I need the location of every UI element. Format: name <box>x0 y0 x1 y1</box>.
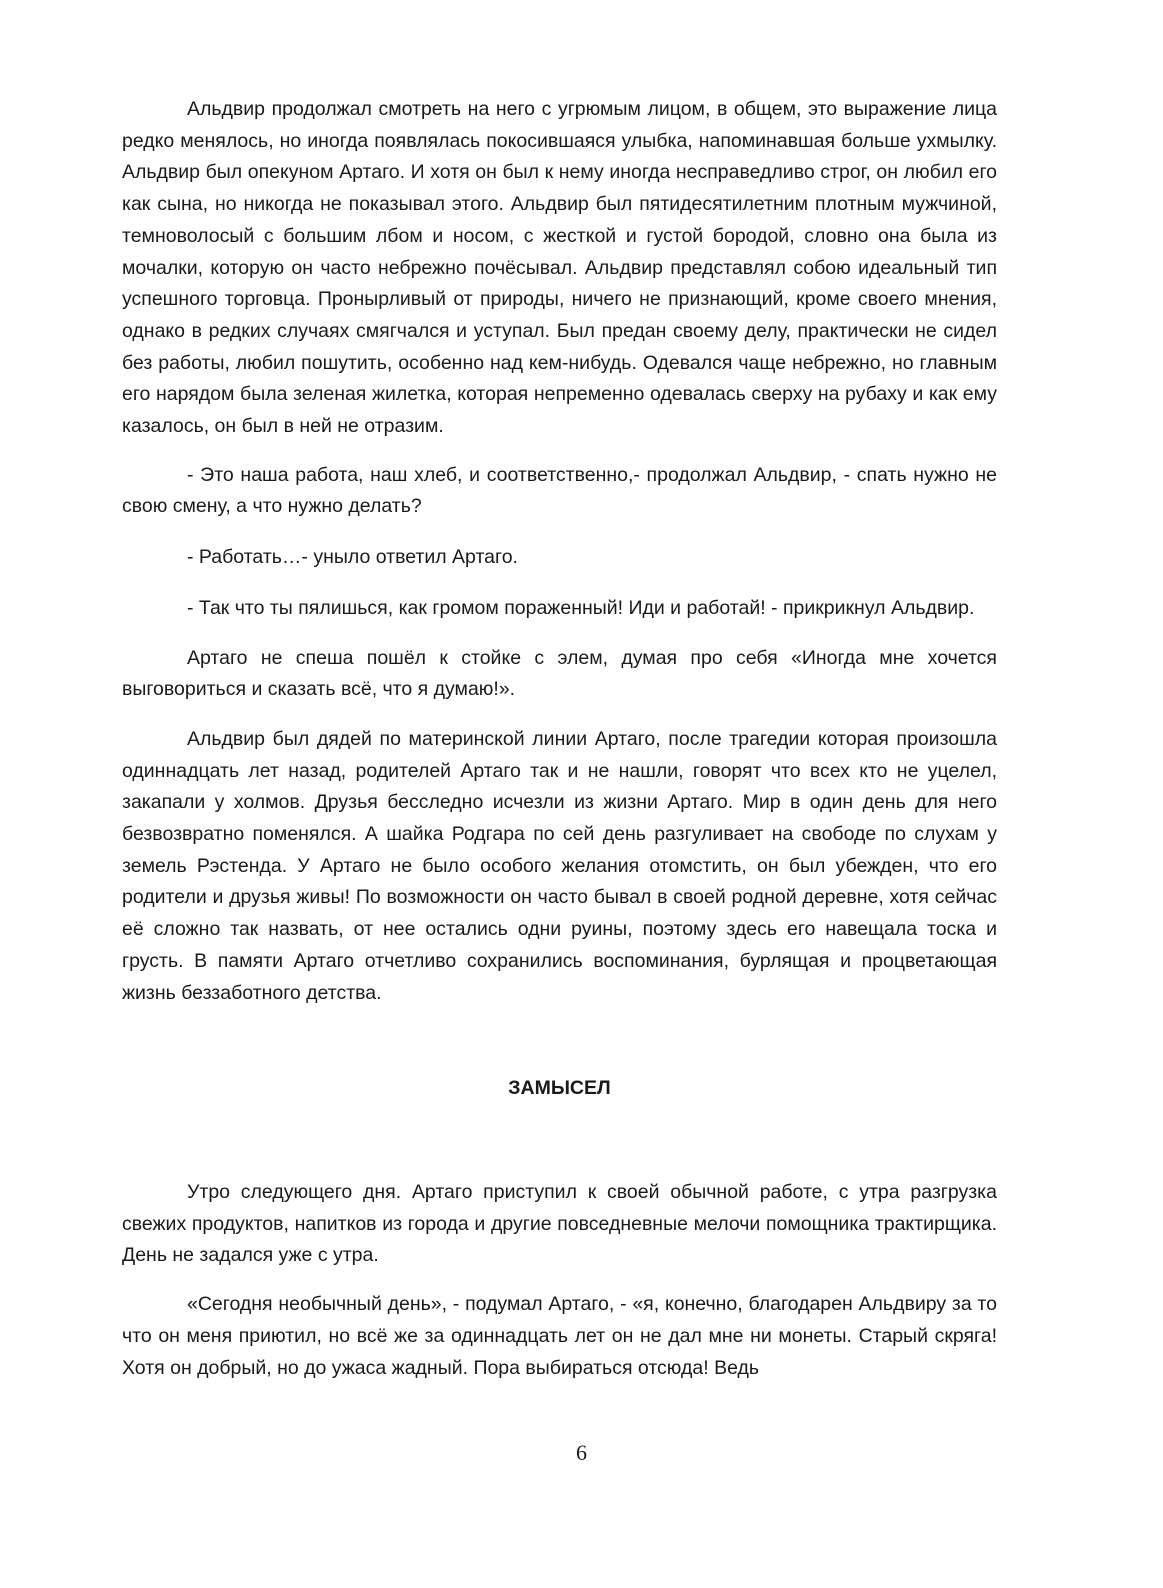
paragraph-4: - Так что ты пялишься, как громом пораженный! Иди и работай! - прикрикнул Альдвир. <box>187 596 975 619</box>
chapter-title: ЗАМЫСЕЛ <box>508 1077 611 1100</box>
page-number: 6 <box>576 1440 587 1465</box>
paragraph-6: Альдвир был дядей по материнской линии Артаго, после трагедии которая произошла одиннадцать лет назад, родителей Артаго так и не нашли, говорят что всех кто не уцелел, закапали у холмов. Друзья бесследно исчезли из жизни Артаго. Мир в один день для него безвозвратно поменялся. А шайка Родгара по сей день разгуливает на свободе по слухам у земель Рэстенда. У Артаго не было особого желания отомстить, он был убежден, что его родители и друзья живы! По возможности он часто бывал в своей родной деревне, хотя сейчас её сложно так назвать, от нее остались одни руины, поэтому здесь его навещала тоска и грусть. В памяти Артаго отчетливо сохранились воспоминания, бурлящая и процветающая жизнь беззаботного детства. <box>122 727 997 1004</box>
paragraph-5: Артаго не спеша пошёл к стойке с элем, думая про себя «Иногда мне хочется выговориться и сказать всё, что я думаю!». <box>122 646 997 701</box>
paragraph-8: «Сегодня необычный день», - подумал Артаго, - «я, конечно, благодарен Альдвиру за то что он меня приютил, но всё же за одиннадцать лет он не дал мне ни монеты. Старый скряга! Хотя он добрый, но до ужаса жадный. Пора выбираться отсюда! Ведь <box>122 1293 997 1379</box>
paragraph-3: - Работать…- уныло ответил Артаго. <box>187 546 518 569</box>
paragraph-1: Альдвир продолжал смотреть на него с угрюмым лицом, в общем, это выражение лица редко менялось, но иногда появлялась покосившаяся улыбка, напоминавшая больше ухмылку. Альдвир был опекуном Артаго. И хотя он был к нему иногда несправедливо строг, он любил его как сына, но никогда не показывал этого. Альдвир был пятидесятилетним плотным мужчиной, темноволосый с большим лбом и носом, с жесткой и густой бородой, словно она была из мочалки, которую он часто небрежно почёсывал. Альдвир представлял собою идеальный тип успешного торговца. Пронырливый от природы, ничего не признающий, кроме своего мнения, однако в редких случаях смягчался и уступал. Был предан своему делу, практически не сидел без работы, любил пошутить, особенно над кем-нибудь. Одевался чаще небрежно, но главным его нарядом была зеленая жилетка, которая непременно одевалась сверху на рубаху и как ему казалось, он был в ней не отразим. <box>122 98 997 438</box>
page-content <box>122 94 997 1402</box>
paragraph-7: Утро следующего дня. Артаго приступил к своей обычной работе, с утра разгрузка свежих продуктов, напитков из города и другие повседневные мелочи помощника трактирщика. День не задался уже с утра. <box>122 1180 997 1267</box>
paragraph-2: - Это наша работа, наш хлеб, и соответственно,- продолжал Альдвир, - спать нужно не свою смену, а что нужно делать? <box>122 463 997 518</box>
